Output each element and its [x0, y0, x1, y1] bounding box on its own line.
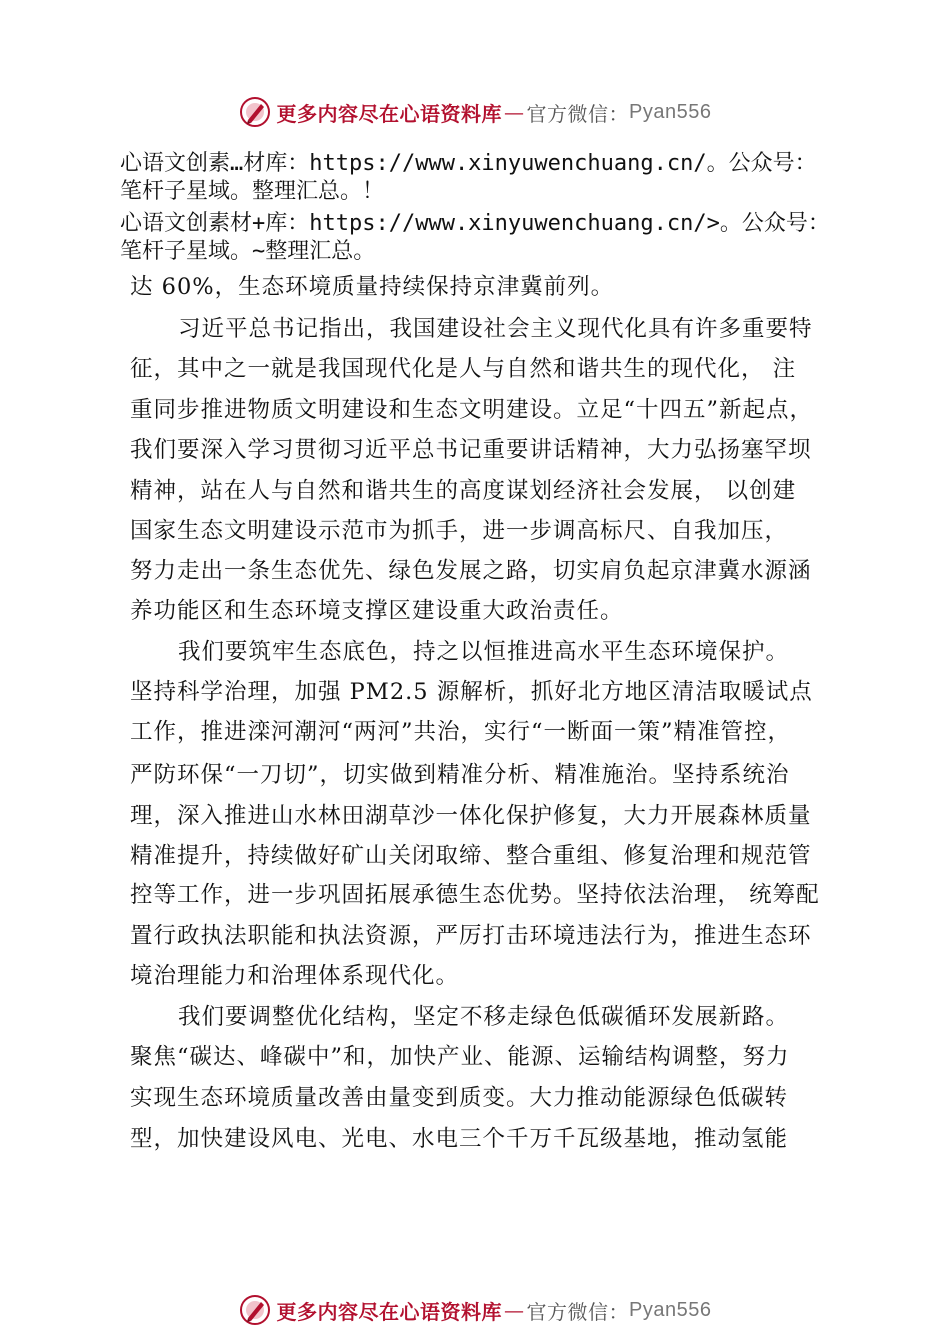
- header-banner: [0, 92, 950, 132]
- body-line: 征，其中之一就是我国现代化是人与自然和谐共生的现代化， 注: [130, 356, 797, 382]
- body-line: 习近平总书记指出，我国建设社会主义现代化具有许多重要特: [178, 316, 813, 342]
- body-line: 置行政执法职能和执法资源，严厉打击环境违法行为，推进生态环: [130, 923, 812, 949]
- body-line: 我们要筑牢生态底色，持之以恒推进高水平生态环境保护。: [178, 639, 790, 665]
- body-line: 工作，推进滦河潮河“两河”共治，实行“一断面一策”精准管控，: [130, 719, 792, 745]
- source-note-1: [120, 150, 860, 206]
- body-line: 境治理能力和治理体系现代化。: [130, 963, 460, 989]
- banner-dash: —: [504, 100, 525, 124]
- body-line: 坚持科学治理，加强 PM2.5 源解析，抓好北方地区清洁取暖试点: [130, 679, 813, 705]
- body-line: 努力走出一条生态优先、绿色发展之路，切实肩负起京津冀水源涵: [130, 558, 812, 584]
- banner-title: 更多内容尽在心语资料库: [276, 101, 503, 126]
- footer-banner-wechat-id: Pyan556: [629, 1298, 712, 1321]
- body-line: 我们要深入学习贯彻习近平总书记重要讲话精神，大力弘扬塞罕坝: [130, 437, 812, 463]
- footer-banner-wechat-label: 官方微信：: [526, 1299, 630, 1324]
- body-line: 聚焦“碳达、峰碳中”和，加快产业、能源、运输结构调整，努力: [130, 1044, 790, 1070]
- body-line: 精神，站在人与自然和谐共生的高度谋划经济社会发展， 以创建: [130, 478, 797, 504]
- body-line: 国家生态文明建设示范市为抓手，进一步调高标尺、自我加压，: [130, 518, 789, 544]
- source-note-2: [120, 210, 860, 266]
- body-line: 控等工作，进一步巩固拓展承德生态优势。坚持依法治理， 统筹配: [130, 882, 820, 908]
- pen-logo-icon: [239, 1294, 271, 1326]
- footer-banner-dash: —: [504, 1298, 525, 1322]
- source-note-1-line-2: 笔杆子星域。整理汇总。！: [120, 179, 385, 204]
- body-line: 实现生态环境质量改善由量变到质变。大力推动能源绿色低碳转: [130, 1085, 789, 1111]
- source-note-1-line-1: 心语文创素…材库：https://www.xinyuwenchuang.cn/。公众号：: [120, 151, 817, 176]
- body-line: 严防环保“一刀切”，切实做到精准分析、精准施治。坚持系统治: [130, 762, 790, 788]
- banner-wechat-label: 官方微信：: [526, 101, 630, 126]
- banner-wechat-id: Pyan556: [629, 100, 712, 123]
- body-line: 理，深入推进山水林田湖草沙一体化保护修复，大力开展森林质量: [130, 803, 812, 829]
- source-note-2-line-2: 笔杆子星域。~整理汇总。: [120, 239, 376, 264]
- body-line: 重同步推进物质文明建设和生态文明建设。立足“十四五”新起点，: [130, 397, 814, 423]
- body-line: 精准提升，持续做好矿山关闭取缔、整合重组、修复治理和规范管: [130, 843, 812, 869]
- footer-banner-title: 更多内容尽在心语资料库: [276, 1299, 503, 1324]
- body-line: 型，加快建设风电、光电、水电三个千万千瓦级基地，推动氢能: [130, 1126, 789, 1152]
- footer-banner: [0, 1290, 950, 1330]
- body-line: 养功能区和生态环境支撑区建设重大政治责任。: [130, 598, 624, 624]
- pen-logo-icon: [239, 96, 271, 128]
- body-line: 达 60%，生态环境质量持续保持京津冀前列。: [130, 274, 615, 300]
- source-note-2-line-1: 心语文创素材+库：https://www.xinyuwenchuang.cn/>。公众号：: [120, 211, 830, 236]
- body-line: 我们要调整优化结构，坚定不移走绿色低碳循环发展新路。: [178, 1004, 790, 1030]
